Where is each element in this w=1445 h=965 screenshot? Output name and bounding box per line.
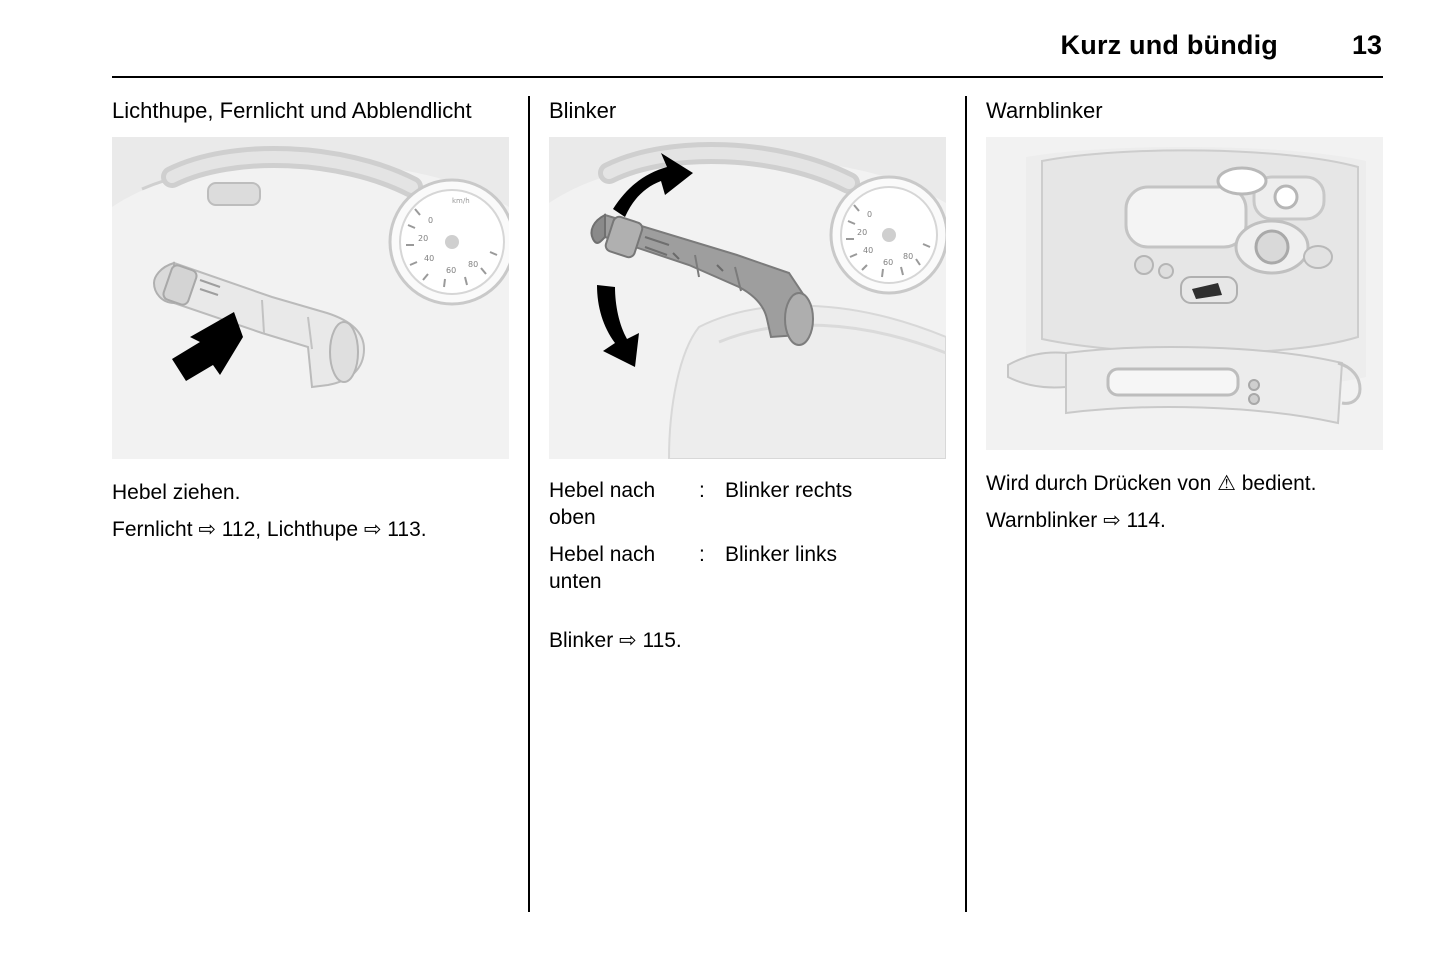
overhead-console-illustration [986,137,1383,450]
def-blinker-links: Blinker links [725,543,838,566]
column-divider-1 [509,96,549,916]
steering-column-stalk-turn-signal-figure [549,137,946,459]
def-blinker-rechts: Blinker rechts [725,479,853,502]
body-text-blinker [549,625,946,656]
colon-1: : [699,543,705,566]
page-number: 13 [1351,30,1382,60]
body-text-warnblinker [986,468,1383,536]
svg-text:20: 20 [857,228,868,237]
paragraph-warnblinker-bedient: Wird durch Drücken von ⚠ bedient. [986,472,1317,495]
turn-signal-stalk-illustration [549,137,946,459]
definition-table-blinker [549,477,852,605]
section-title-lichthupe: Lichthupe, Fernlicht und Abblendlicht [112,98,472,123]
svg-text:0: 0 [428,216,434,225]
body-text-lichthupe [112,477,509,545]
svg-text:80: 80 [903,252,914,261]
paragraph-warnblinker-ref: Warnblinker ⇨ 114. [986,509,1166,532]
paragraph-fernlicht-ref: Fernlicht ⇨ 112, Lichthupe ⇨ 113. [112,518,427,541]
colon-0: : [699,479,705,502]
column-divider-2 [946,96,986,916]
svg-text:60: 60 [446,266,457,275]
column-lichthupe [112,96,509,916]
paragraph-hebel-ziehen: Hebel ziehen. [112,481,241,504]
column-warnblinker [986,96,1383,916]
header-divider [112,76,1383,78]
content-columns [112,96,1383,916]
headlight-stalk-illustration [112,137,509,459]
overhead-console-hazard-switch-figure [986,137,1383,450]
column-blinker [549,96,946,916]
section-title-warnblinker: Warnblinker [986,98,1103,123]
svg-text:60: 60 [883,258,894,267]
page-header [112,30,1382,76]
paragraph-blinker-ref: Blinker ⇨ 115. [549,629,682,652]
term-hebel-oben: Hebel nach oben [549,479,656,529]
table-row [549,541,852,605]
svg-text:0: 0 [867,210,873,219]
svg-text:km/h: km/h [452,197,470,205]
svg-text:80: 80 [468,260,479,269]
table-row [549,477,852,541]
svg-text:40: 40 [863,246,874,255]
term-hebel-unten: Hebel nach unten [549,543,656,593]
svg-text:40: 40 [424,254,435,263]
page-title: Kurz und bündig [1060,30,1278,60]
section-title-blinker: Blinker [549,98,617,123]
steering-column-stalk-headlight-figure [112,137,509,459]
svg-text:20: 20 [418,234,429,243]
